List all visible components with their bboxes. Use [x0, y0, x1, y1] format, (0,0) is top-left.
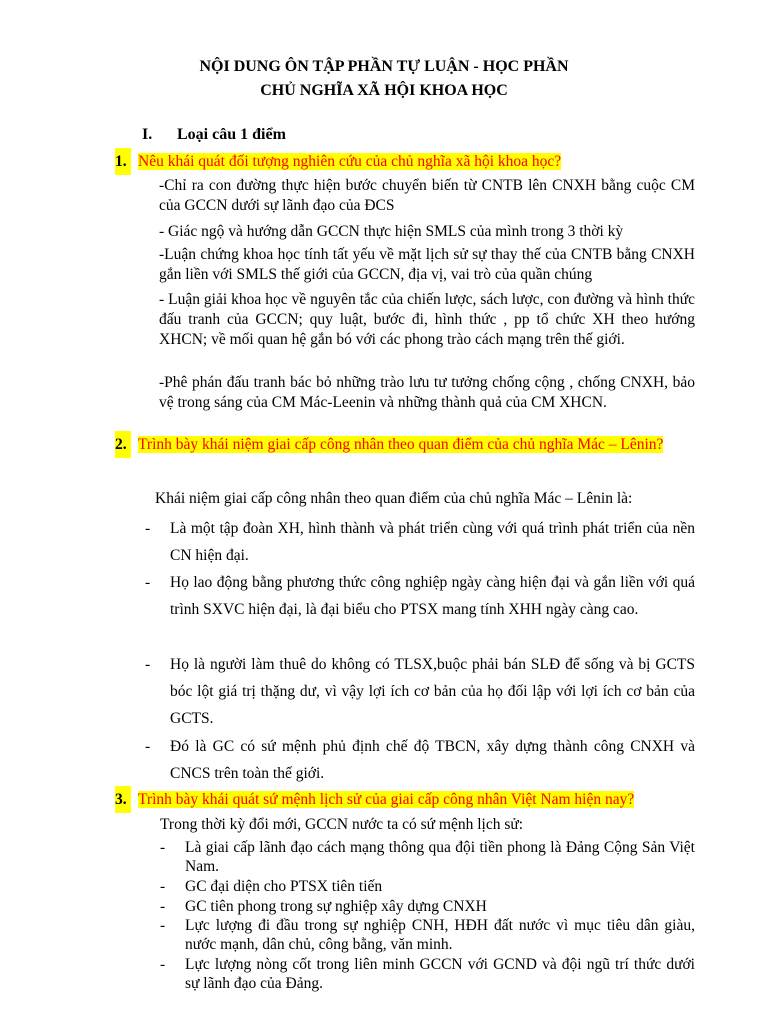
- list-item-text: Lực lượng nòng cốt trong liên minh GCCN với GCND và đội ngũ trí thức dưới sự lãnh đạo của Đảng.: [185, 956, 695, 992]
- list-item: [145, 651, 695, 732]
- list-item-text: GC tiên phong trong sự nghiệp xây dựng CNXH: [185, 898, 487, 915]
- bullet-dash: -: [160, 878, 166, 895]
- answer-paragraph: - Luận giải khoa học về nguyên tắc của chiến lược, sách lược, con đường và hình thức đấu tranh của GCCN; quy luật, bước đi, hình thức , pp tổ chức XH theo hướng XHCN; về mối quan hệ gắn bó với các phong trào cách mạng trên thế giới.: [159, 291, 695, 348]
- answer-intro: Khái niệm giai cấp công nhân theo quan điểm của chủ nghĩa Mác – Lênin là:: [155, 490, 633, 507]
- answer-paragraph: -Chỉ ra con đường thực hiện bước chuyển biến từ CNTB lên CNXH bằng cuộc CM của GCCN dưới sự lãnh đạo của ĐCS: [159, 177, 695, 214]
- question-3: [115, 786, 697, 813]
- section-number: I.: [142, 126, 153, 143]
- list-item-text: Lực lượng đi đầu trong sự nghiệp CNH, HĐH đất nước vì mục tiêu dân giàu, nước mạnh, dân chủ, công bằng, văn minh.: [185, 917, 695, 953]
- bullet-dash: -: [145, 656, 151, 673]
- bullet-dash: -: [160, 898, 166, 915]
- question-number: 2.: [115, 431, 131, 458]
- list-item-text: Là một tập đoàn XH, hình thành và phát triển cùng với quá trình phát triển của nền CN hiện đại.: [170, 520, 695, 564]
- question-2: [115, 431, 697, 458]
- list-item: [160, 877, 695, 896]
- answer-paragraph: - Giác ngộ và hướng dẫn GCCN thực hiện SMLS của mình trong 3 thời kỳ: [159, 223, 624, 240]
- list-item-text: Họ là người làm thuê do không có TLSX,buộc phải bán SLĐ để sống và bị GCTS bóc lột giá trị thặng dư, vì vậy lợi ích cơ bản của họ đối lập với lợi ích cơ bản của GCTS.: [170, 656, 695, 727]
- question-number: 1.: [115, 148, 131, 175]
- question-text: Trình bày khái niệm giai cấp công nhân theo quan điểm của chủ nghĩa Mác – Lênin?: [138, 436, 664, 453]
- section-heading: [142, 126, 286, 144]
- list-item: [160, 838, 695, 876]
- question-text: Nêu khái quát đối tượng nghiên cứu của chủ nghĩa xã hội khoa học?: [138, 153, 562, 170]
- list-item: [160, 897, 695, 916]
- bullet-dash: -: [160, 956, 166, 973]
- list-item: [160, 916, 695, 954]
- list-item: [145, 733, 695, 787]
- question-text: Trình bày khái quát sứ mệnh lịch sử của giai cấp công nhân Việt Nam hiện nay?: [138, 791, 635, 808]
- bullet-dash: -: [145, 520, 151, 537]
- list-item: [145, 515, 695, 569]
- list-item-text: Là giai cấp lãnh đạo cách mạng thông qua đội tiền phong là Đảng Cộng Sản Việt Nam.: [185, 839, 695, 875]
- bullet-dash: -: [145, 574, 151, 591]
- question-1: [115, 148, 697, 175]
- bullet-dash: -: [145, 738, 151, 755]
- section-title: Loại câu 1 điểm: [177, 126, 286, 143]
- bullet-dash: -: [160, 917, 166, 934]
- answer-paragraph: -Phê phán đấu tranh bác bỏ những trào lưu tư tưởng chống cộng , chống CNXH, bảo vệ trong sáng của CM Mác-Leenin và những thành quả của CM XHCN.: [159, 374, 695, 411]
- answer-paragraph: -Luận chứng khoa học tính tất yếu về mặt lịch sử sự thay thế của CNTB bằng CNXH gắn liền với SMLS thế giới của GCCN, địa vị, vai trò của quần chúng: [159, 246, 695, 283]
- bullet-dash: -: [160, 839, 166, 856]
- document-title-line2: CHỦ NGHĨA XÃ HỘI KHOA HỌC: [260, 82, 508, 99]
- document-title-line1: NỘI DUNG ÔN TẬP PHẦN TỰ LUẬN - HỌC PHẦN: [199, 58, 569, 75]
- list-item: [160, 955, 695, 993]
- list-item-text: Họ lao động bằng phương thức công nghiệp ngày càng hiện đại và gắn liền với quá trình SXVC hiện đại, là đại biểu cho PTSX mang tính XHH ngày càng cao.: [170, 574, 695, 618]
- answer-intro: Trong thời kỳ đổi mới, GCCN nước ta có sứ mệnh lịch sử:: [160, 816, 524, 833]
- list-item-text: Đó là GC có sứ mệnh phủ định chế độ TBCN, xây dựng thành công CNXH và CNCS trên toàn thế giới.: [170, 738, 695, 782]
- list-item-text: GC đại diện cho PTSX tiên tiến: [185, 878, 383, 895]
- question-number: 3.: [115, 786, 131, 813]
- list-item: [145, 569, 695, 623]
